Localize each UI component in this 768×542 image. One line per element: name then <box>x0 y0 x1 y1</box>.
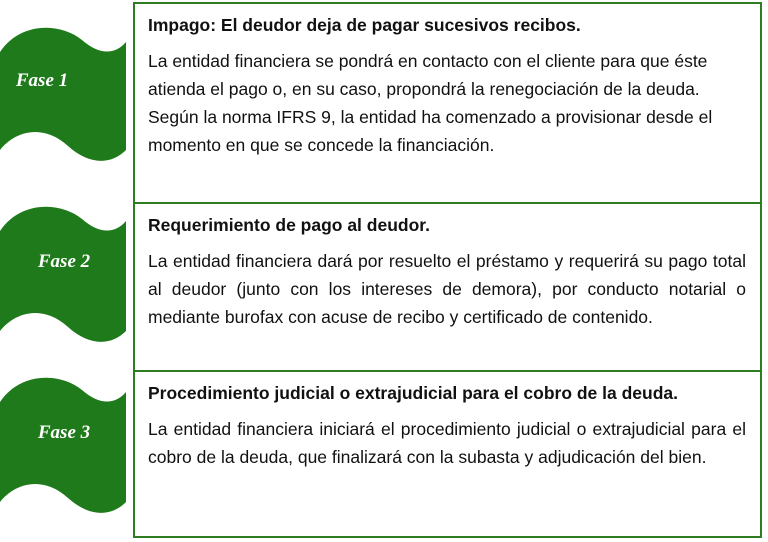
phase-3-box <box>133 370 762 538</box>
phase-2-text: La entidad financiera dará por resuelto el préstamo y requerirá su pago total al deudor (junto con los intereses de demora), por conducto notarial o mediante burofax con acuse de recibo y certificado de contenido. <box>148 251 746 327</box>
phase-2-label: Fase 2 <box>37 251 91 272</box>
phase-1-box <box>133 2 762 204</box>
phase-1-label: Fase 1 <box>15 70 69 91</box>
phase-3-flag <box>0 366 128 516</box>
phase-1-title: Impago: El deudor deja de pagar sucesivos recibos. <box>148 15 581 35</box>
phase-3-label: Fase 3 <box>37 422 91 443</box>
phase-2-box <box>133 202 762 372</box>
phase-2-flag <box>0 195 128 345</box>
phase-2-title: Requerimiento de pago al deudor. <box>148 215 430 235</box>
phase-3-text: La entidad financiera iniciará el procedimiento judicial o extrajudicial para el cobro de la deuda, que finalizará con la subasta y adjudicación del bien. <box>148 419 746 467</box>
phase-1-text: La entidad financiera se pondrá en contacto con el cliente para que éste atienda el pago o, en su caso, propondrá la renegociación de la deuda. Según la norma IFRS 9, la entidad ha comenzado a provisionar desde el momento en que se concede la financiación. <box>148 51 713 155</box>
phase-3-title: Procedimiento judicial o extrajudicial para el cobro de la deuda. <box>148 383 679 403</box>
phase-1-flag <box>0 14 128 164</box>
